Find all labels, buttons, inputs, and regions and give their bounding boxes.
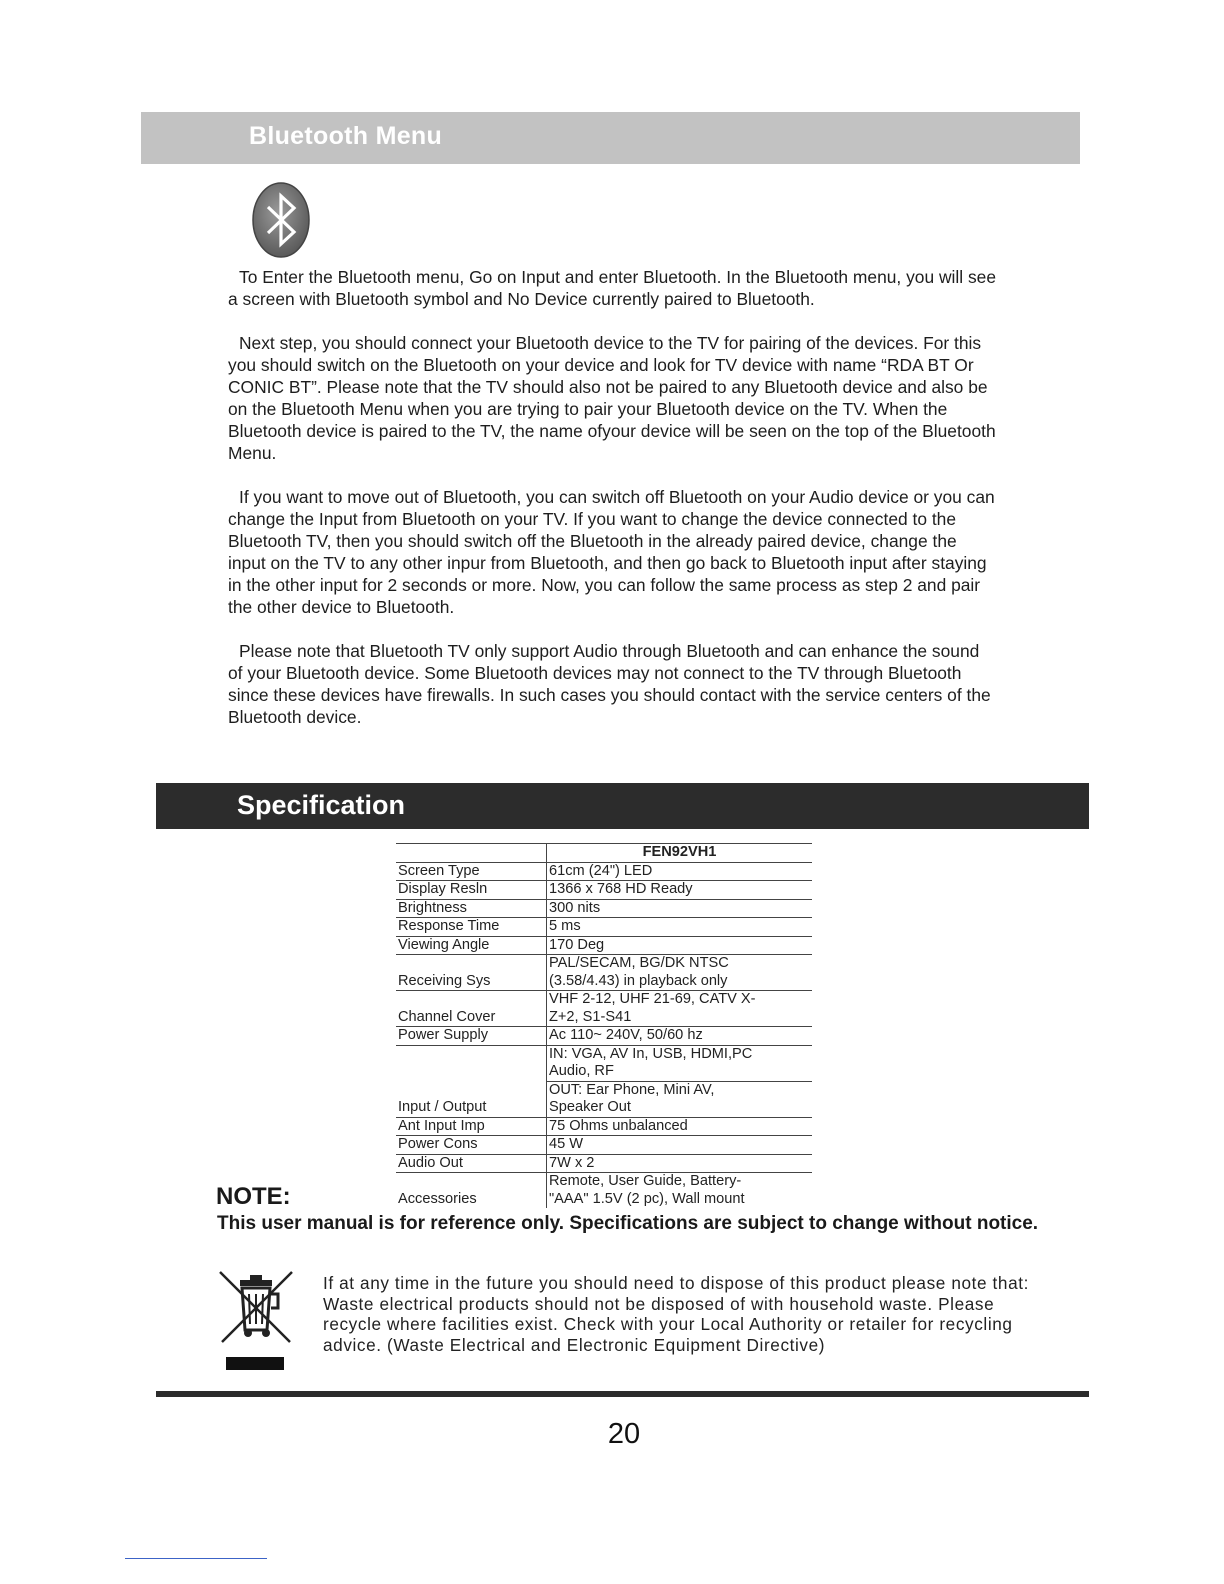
spec-value bbox=[547, 1173, 813, 1209]
spec-label: Viewing Angle bbox=[396, 936, 547, 955]
table-header-empty bbox=[396, 844, 547, 863]
spec-value-line: Audio, RF bbox=[549, 1063, 614, 1079]
spec-value: 61cm (24") LED bbox=[547, 862, 813, 881]
spec-value-line: VHF 2-12, UHF 21-69, CATV X- bbox=[549, 991, 756, 1007]
bluetooth-instructions bbox=[228, 266, 998, 750]
table-row bbox=[396, 1117, 812, 1136]
spec-value: 5 ms bbox=[547, 918, 813, 937]
specification-header bbox=[156, 783, 1089, 829]
table-header-row bbox=[396, 844, 812, 863]
spec-value-line: PAL/SECAM, BG/DK NTSC bbox=[549, 955, 729, 971]
bottom-divider bbox=[156, 1391, 1089, 1397]
table-row bbox=[396, 1081, 812, 1117]
spec-value: 7W x 2 bbox=[547, 1154, 813, 1173]
spec-label: Power Supply bbox=[396, 1027, 547, 1046]
spec-label: Power Cons bbox=[396, 1136, 547, 1155]
model-number: FEN92VH1 bbox=[547, 844, 813, 863]
paragraph: To Enter the Bluetooth menu, Go on Input and enter Bluetooth. In the Bluetooth menu, you will see a screen with Bluetooth symbol and No Device currently paired to Bluetooth. bbox=[228, 267, 996, 309]
table-row bbox=[396, 918, 812, 937]
spec-value bbox=[547, 1081, 813, 1117]
table-row bbox=[396, 1027, 812, 1046]
specification-table bbox=[396, 843, 812, 1208]
spec-value-line: OUT: Ear Phone, Mini AV, bbox=[549, 1081, 715, 1098]
specification-title: Specification bbox=[237, 790, 406, 820]
note-label: NOTE: bbox=[216, 1183, 291, 1210]
footer-link-underline bbox=[125, 1558, 267, 1559]
spec-label: Audio Out bbox=[396, 1154, 547, 1173]
spec-value-line: Speaker Out bbox=[549, 1099, 631, 1115]
spec-label: Response Time bbox=[396, 918, 547, 937]
spec-value: Ac 110~ 240V, 50/60 hz bbox=[547, 1027, 813, 1046]
spec-label: Ant Input Imp bbox=[396, 1117, 547, 1136]
table-row bbox=[396, 899, 812, 918]
spec-value bbox=[547, 955, 813, 991]
table-row bbox=[396, 936, 812, 955]
table-row bbox=[396, 1154, 812, 1173]
paragraph: Please note that Bluetooth TV only support Audio through Bluetooth and can enhance the sound of your Bluetooth device. Some Bluetooth devices may not connect to the TV through Bluetooth since these devices have firewalls. In such cases you should contact with the service centers of the Bluetooth device. bbox=[228, 641, 991, 727]
spec-label: Brightness bbox=[396, 899, 547, 918]
spec-label-empty bbox=[396, 1045, 547, 1081]
table-row bbox=[396, 1045, 812, 1081]
spec-label: Receiving Sys bbox=[396, 955, 547, 991]
paragraph: If you want to move out of Bluetooth, you can switch off Bluetooth on your Audio device or you can change the Input from Bluetooth on your TV. If you want to change the device connected to the Bluetooth TV, then you should switch off the Bluetooth in the already paired device, change the input on the TV to any other inpur from Bluetooth, and then go back to Bluetooth input after staying in the other input for 2 seconds or more. Now, you can follow the same process as step 2 and pair the other device to Bluetooth. bbox=[228, 487, 995, 617]
spec-label: Input / Output bbox=[396, 1081, 547, 1117]
weee-crossed-bin-icon bbox=[216, 1268, 296, 1374]
spec-label: Display Resln bbox=[396, 881, 547, 900]
table-row bbox=[396, 955, 812, 991]
note-text: This user manual is for reference only. Specifications are subject to change without notice. bbox=[217, 1213, 1039, 1234]
spec-value-line: Remote, User Guide, Battery- bbox=[549, 1173, 742, 1189]
spec-label: Screen Type bbox=[396, 862, 547, 881]
spec-value bbox=[547, 1045, 813, 1081]
spec-value: 170 Deg bbox=[547, 936, 813, 955]
spec-value-line: Z+2, S1-S41 bbox=[549, 1008, 632, 1025]
bluetooth-menu-header bbox=[141, 112, 1080, 164]
spec-value: 75 Ohms unbalanced bbox=[547, 1117, 813, 1136]
page-number: 20 bbox=[607, 1418, 641, 1450]
spec-value-line: (3.58/4.43) in playback only bbox=[549, 972, 728, 989]
paragraph: Next step, you should connect your Bluetooth device to the TV for pairing of the devices. For this you should switch on the Bluetooth on your device and look for TV device with name “RDA BT Or CONIC BT”. Please note that the TV should also not be paired to any Bluetooth device and also be on the Bluetooth Menu when you are trying to pair your Bluetooth device on the TV. When the Bluetooth device is paired to the TV, the name ofyour device will be seen on the top of the Bluetooth Menu. bbox=[228, 333, 996, 463]
bluetooth-menu-title: Bluetooth Menu bbox=[249, 122, 443, 150]
spec-value bbox=[547, 991, 813, 1027]
spec-value-line: "AAA" 1.5V (2 pc), Wall mount bbox=[549, 1190, 745, 1207]
spec-value: 300 nits bbox=[547, 899, 813, 918]
spec-value: 1366 x 768 HD Ready bbox=[547, 881, 813, 900]
spec-value-line: IN: VGA, AV In, USB, HDMI,PC bbox=[549, 1045, 753, 1062]
spec-label: Channel Cover bbox=[396, 991, 547, 1027]
table-row bbox=[396, 862, 812, 881]
table-row bbox=[396, 881, 812, 900]
spec-value: 45 W bbox=[547, 1136, 813, 1155]
weee-disposal-text: If at any time in the future you should need to dispose of this product please note that: Waste electrical products should not be disposed of with household waste. Please recycle where facilities exist. Check with your Local Authority or retailer for recycling advice. (Waste Electrical and Electronic Equipment Directive) bbox=[323, 1273, 1029, 1355]
table-row bbox=[396, 1136, 812, 1155]
table-row bbox=[396, 991, 812, 1027]
bluetooth-icon bbox=[250, 180, 312, 260]
spec-label: Accessories bbox=[398, 1190, 477, 1207]
table-row bbox=[396, 1173, 812, 1209]
